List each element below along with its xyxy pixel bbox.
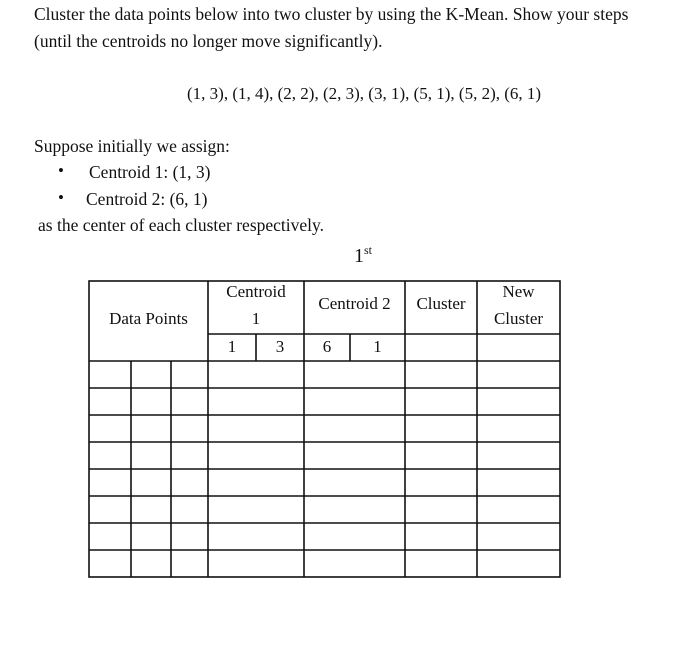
data-points-list: (1, 3), (1, 4), (2, 2), (2, 3), (3, 1), (5, 1), (5, 2), (6, 1): [187, 84, 542, 103]
centroid-2-initial: Centroid 2: (6, 1): [86, 189, 208, 209]
header-cluster: Cluster: [416, 294, 466, 313]
question-line-1: Cluster the data points below into two cluster by using the K-Mean. Show your steps: [34, 4, 629, 24]
header-new-cluster-line-1: New: [502, 282, 535, 301]
iteration-number: 1: [354, 245, 364, 267]
centroid-2-x: 6: [322, 337, 332, 356]
centroid-1-x: 1: [227, 337, 237, 356]
header-centroid-1-line-1: Centroid: [226, 282, 286, 301]
question-line-2: (until the centroids no longer move significantly).: [34, 31, 383, 51]
bullet-dot-1: •: [58, 161, 64, 180]
header-centroid-2: Centroid 2: [318, 294, 391, 313]
bullet-dot-2: •: [58, 188, 64, 207]
header-data-points: Data Points: [109, 309, 188, 328]
iteration-suffix: st: [364, 243, 373, 257]
setup-outro: as the center of each cluster respectively.: [38, 215, 325, 235]
header-new-cluster-line-2: Cluster: [493, 309, 544, 328]
iteration-label: [354, 245, 372, 268]
centroid-1-y: 3: [275, 337, 285, 356]
header-centroid-1-line-2: 1: [251, 309, 261, 328]
centroid-1-initial: Centroid 1: (1, 3): [89, 162, 211, 182]
centroid-2-y: 1: [373, 337, 382, 356]
setup-intro: Suppose initially we assign:: [34, 136, 230, 156]
